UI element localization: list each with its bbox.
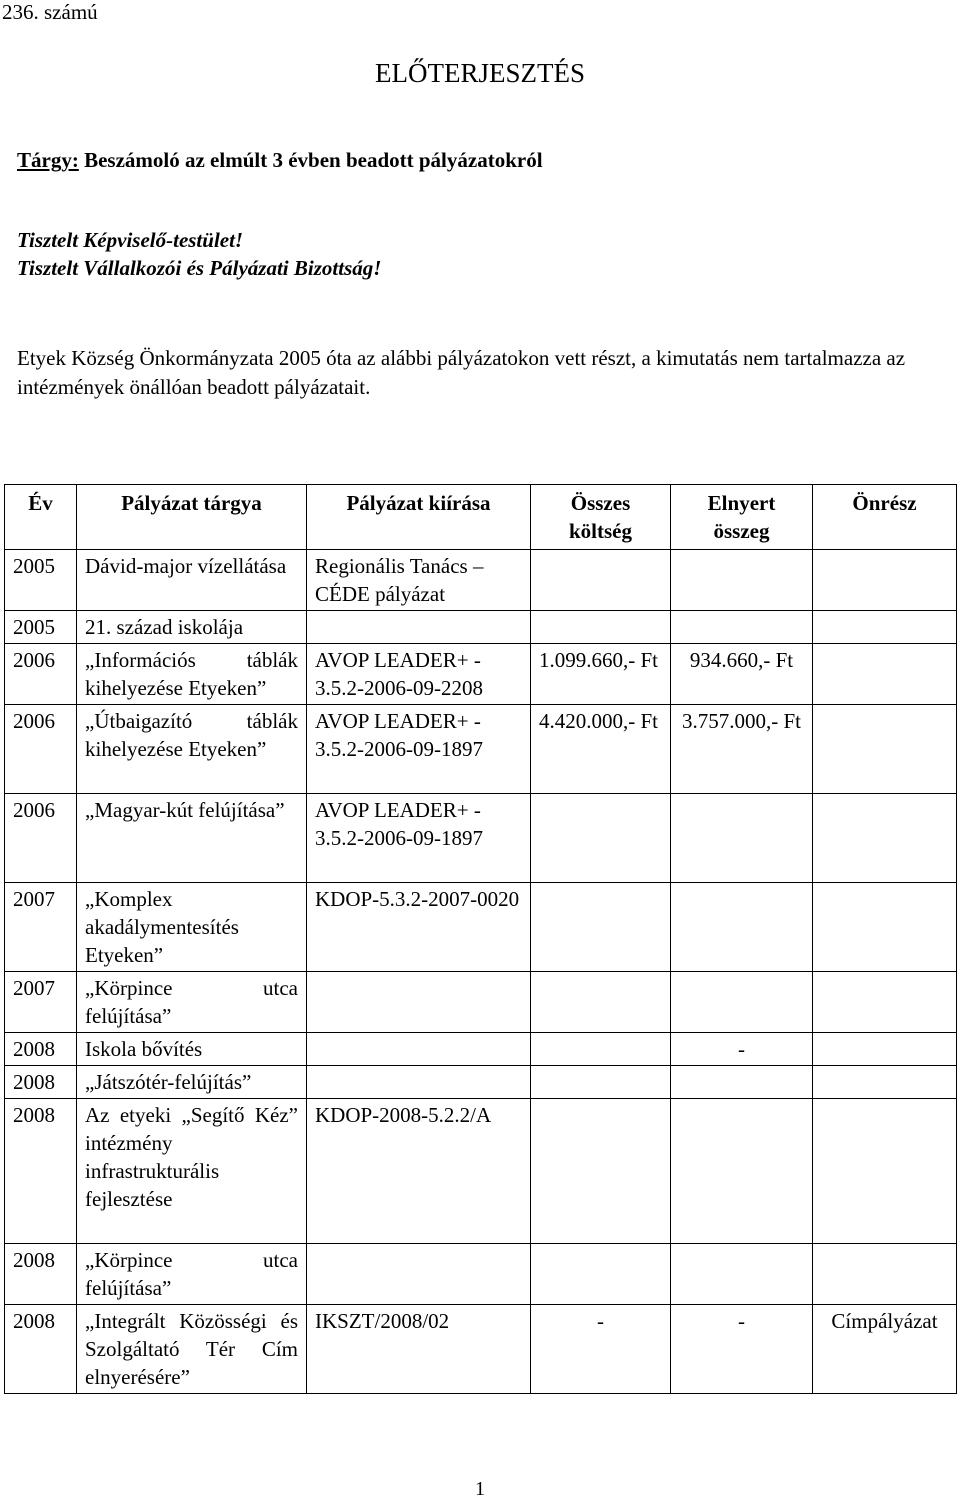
table-row xyxy=(5,705,957,794)
cell-cost xyxy=(531,1099,671,1244)
cell-subject: „Körpince utca felújítása” xyxy=(77,1244,307,1305)
cell-subject: „Integrált Közösségi és Szolgáltató Tér Cím elnyerésére” xyxy=(77,1305,307,1394)
cell-year: 2006 xyxy=(5,644,77,705)
table-row xyxy=(5,972,957,1033)
applications-table xyxy=(4,484,957,1394)
cell-own xyxy=(813,644,957,705)
cell-cost xyxy=(531,1066,671,1099)
cell-subject: „Magyar-kút felújítása” xyxy=(77,794,307,883)
cell-won: - xyxy=(671,1033,813,1066)
cell-won xyxy=(671,611,813,644)
cell-call: KDOP-5.3.2-2007-0020 xyxy=(307,883,531,972)
cell-won xyxy=(671,972,813,1033)
cell-subject: „Játszótér-felújítás” xyxy=(77,1066,307,1099)
cell-call xyxy=(307,972,531,1033)
cell-call: IKSZT/2008/02 xyxy=(307,1305,531,1394)
cell-subject: „Körpince utca felújítása” xyxy=(77,972,307,1033)
cell-call: AVOP LEADER+ - 3.5.2-2006-09-2208 xyxy=(307,644,531,705)
header-year: Év xyxy=(5,485,77,550)
cell-cost xyxy=(531,611,671,644)
cell-call xyxy=(307,1033,531,1066)
document-number: 236. számú xyxy=(2,0,98,24)
cell-subject: Iskola bővítés xyxy=(77,1033,307,1066)
cell-cost xyxy=(531,794,671,883)
cell-call xyxy=(307,611,531,644)
cell-year: 2008 xyxy=(5,1244,77,1305)
subject-line xyxy=(17,148,543,173)
header-subject: Pályázat tárgya xyxy=(77,485,307,550)
subject-text: Beszámoló az elmúlt 3 évben beadott pályázatokról xyxy=(78,148,543,172)
cell-own xyxy=(813,705,957,794)
cell-year: 2005 xyxy=(5,550,77,611)
cell-own xyxy=(813,1066,957,1099)
page-number: 1 xyxy=(475,1478,485,1500)
cell-won xyxy=(671,794,813,883)
cell-won xyxy=(671,550,813,611)
cell-cost: 1.099.660,- Ft xyxy=(531,644,671,705)
cell-year: 2008 xyxy=(5,1066,77,1099)
cell-own xyxy=(813,1099,957,1244)
cell-own xyxy=(813,550,957,611)
cell-won xyxy=(671,1066,813,1099)
cell-year: 2008 xyxy=(5,1099,77,1244)
cell-cost: 4.420.000,- Ft xyxy=(531,705,671,794)
table-row xyxy=(5,644,957,705)
greeting-line-1: Tisztelt Képviselő-testület! xyxy=(17,228,244,252)
cell-cost xyxy=(531,883,671,972)
table-row xyxy=(5,1244,957,1305)
table-header-row xyxy=(5,485,957,550)
cell-cost xyxy=(531,972,671,1033)
table-row xyxy=(5,1066,957,1099)
header-total-cost: Összes költség xyxy=(531,485,671,550)
header-own-share: Önrész xyxy=(813,485,957,550)
cell-year: 2008 xyxy=(5,1305,77,1394)
cell-year: 2007 xyxy=(5,972,77,1033)
table-row xyxy=(5,883,957,972)
cell-won: 3.757.000,- Ft xyxy=(671,705,813,794)
cell-won xyxy=(671,1244,813,1305)
cell-subject: „Információs táblák kihelyezése Etyeken” xyxy=(77,644,307,705)
cell-own xyxy=(813,611,957,644)
table-row xyxy=(5,611,957,644)
cell-own xyxy=(813,972,957,1033)
cell-call: AVOP LEADER+ - 3.5.2-2006-09-1897 xyxy=(307,794,531,883)
table-row xyxy=(5,794,957,883)
cell-call xyxy=(307,1244,531,1305)
cell-cost xyxy=(531,1033,671,1066)
cell-own xyxy=(813,1244,957,1305)
table-row xyxy=(5,1033,957,1066)
header-won-amount: Elnyert összeg xyxy=(671,485,813,550)
cell-won xyxy=(671,883,813,972)
cell-cost xyxy=(531,550,671,611)
cell-year: 2005 xyxy=(5,611,77,644)
table-row xyxy=(5,1099,957,1244)
cell-subject: „Komplex akadálymentesítés Etyeken” xyxy=(77,883,307,972)
cell-won: - xyxy=(671,1305,813,1394)
subject-label: Tárgy: xyxy=(17,148,79,172)
cell-call: AVOP LEADER+ - 3.5.2-2006-09-1897 xyxy=(307,705,531,794)
cell-won: 934.660,- Ft xyxy=(671,644,813,705)
intro-paragraph: Etyek Község Önkormányzata 2005 óta az alábbi pályázatokon vett részt, a kimutatás nem tartalmazza az intézmények önállóan beadott pályázatait. xyxy=(17,346,906,399)
cell-subject: Az etyeki „Segítő Kéz” intézmény infrastrukturális fejlesztése xyxy=(77,1099,307,1244)
document-title: ELŐTERJESZTÉS xyxy=(375,58,585,88)
table-row xyxy=(5,1305,957,1394)
cell-subject: 21. század iskolája xyxy=(77,611,307,644)
cell-subject: Dávid-major vízellátása xyxy=(77,550,307,611)
cell-own: Címpályázat xyxy=(813,1305,957,1394)
cell-cost xyxy=(531,1244,671,1305)
cell-year: 2006 xyxy=(5,794,77,883)
cell-own xyxy=(813,794,957,883)
cell-own xyxy=(813,883,957,972)
cell-call: KDOP-2008-5.2.2/A xyxy=(307,1099,531,1244)
cell-subject: „Útbaigazító táblák kihelyezése Etyeken” xyxy=(77,705,307,794)
cell-year: 2006 xyxy=(5,705,77,794)
cell-won xyxy=(671,1099,813,1244)
cell-cost: - xyxy=(531,1305,671,1394)
greeting-line-2: Tisztelt Vállalkozói és Pályázati Bizottság! xyxy=(17,256,382,280)
cell-year: 2008 xyxy=(5,1033,77,1066)
cell-year: 2007 xyxy=(5,883,77,972)
cell-call xyxy=(307,1066,531,1099)
header-call: Pályázat kiírása xyxy=(307,485,531,550)
cell-own xyxy=(813,1033,957,1066)
cell-call: Regionális Tanács – CÉDE pályázat xyxy=(307,550,531,611)
table-row xyxy=(5,550,957,611)
